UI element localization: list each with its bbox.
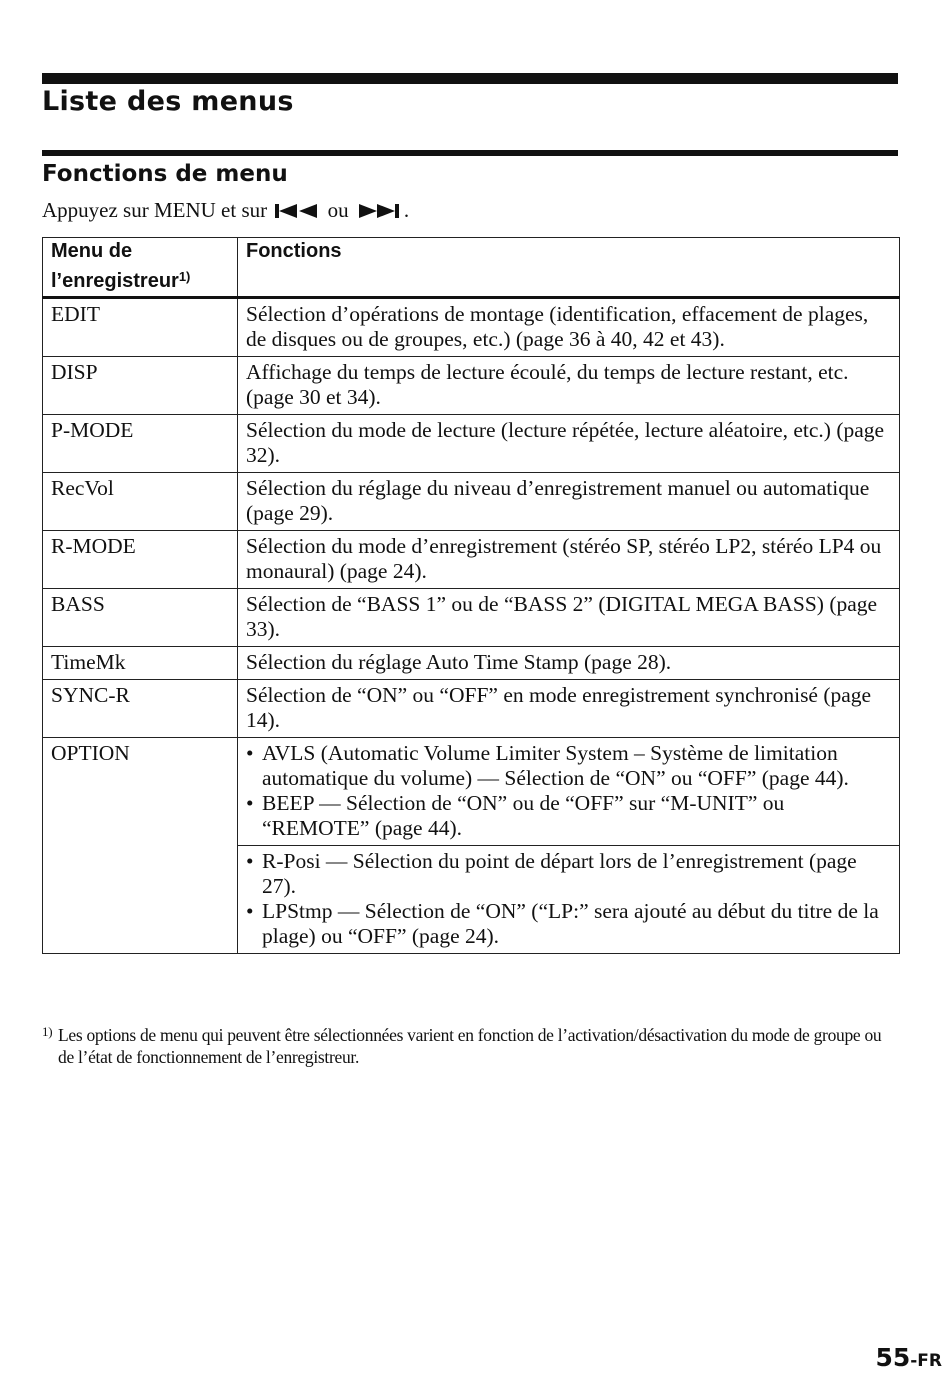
header-menu: [43, 238, 238, 298]
table-row: [43, 531, 900, 589]
table-row: [43, 415, 900, 473]
table-row: [43, 298, 900, 357]
function-cell: Sélection d’opérations de montage (identification, effacement de plages, de disques ou de groupes, etc.) (page 36 à 40, 42 et 43).: [238, 298, 900, 357]
function-cell: Sélection du mode de lecture (lecture répétée, lecture aléatoire, etc.) (page 32).: [238, 415, 900, 473]
header-menu-line1: Menu de: [51, 240, 133, 262]
function-cell: Sélection de “ON” ou “OFF” en mode enregistrement synchronisé (page 14).: [238, 680, 900, 738]
bullet-item: • BEEP — Sélection de “ON” ou de “OFF” sur “M-UNIT” ou “REMOTE” (page 44).: [246, 791, 891, 841]
page-title: Liste des menus: [42, 86, 294, 117]
bullet-item: • AVLS (Automatic Volume Limiter System – Système de limitation automatique du volume) — Sélection de “ON” ou “OFF” (page 44).: [246, 741, 891, 791]
table-header-row: [43, 238, 900, 298]
option-group-2: [238, 846, 900, 954]
table-row: [43, 357, 900, 415]
intro-text: [42, 198, 409, 223]
function-cell: Sélection du réglage Auto Time Stamp (page 28).: [238, 647, 900, 680]
menu-cell: BASS: [43, 589, 238, 647]
bullet-item: • LPStmp — Sélection de “ON” (“LP:” sera ajouté au début du titre de la plage) ou “OFF” (page 24).: [246, 899, 891, 949]
previous-track-icon: [275, 203, 319, 219]
footnote: [42, 1024, 900, 1068]
header-menu-line2: l’enregistreur: [51, 270, 179, 292]
menu-cell: P-MODE: [43, 415, 238, 473]
menu-cell: DISP: [43, 357, 238, 415]
page-number-suffix: -FR: [910, 1351, 942, 1371]
table-row-option: [43, 738, 900, 846]
intro-before: Appuyez sur MENU et sur: [42, 198, 268, 222]
menu-cell: RecVol: [43, 473, 238, 531]
page-number-value: 55: [875, 1343, 911, 1372]
footnote-mark: 1): [42, 1024, 53, 1039]
menu-cell: R-MODE: [43, 531, 238, 589]
footnote-text: Les options de menu qui peuvent être sélectionnées varient en fonction de l’activation/désactivation du mode de groupe ou de l’état de fonctionnement de l’enregistreur.: [58, 1025, 882, 1067]
next-track-icon: [357, 203, 401, 219]
option-group-1: [238, 738, 900, 846]
function-cell: Sélection de “BASS 1” ou de “BASS 2” (DIGITAL MEGA BASS) (page 33).: [238, 589, 900, 647]
table-row: [43, 647, 900, 680]
menu-functions-table: [42, 237, 900, 954]
section-heading: Fonctions de menu: [42, 161, 288, 187]
table-row: [43, 680, 900, 738]
menu-cell-option: OPTION: [43, 738, 238, 954]
function-cell: Affichage du temps de lecture écoulé, du temps de lecture restant, etc. (page 30 et 34).: [238, 357, 900, 415]
menu-cell: SYNC-R: [43, 680, 238, 738]
table-row: [43, 473, 900, 531]
section-rule: [42, 150, 898, 156]
function-cell: Sélection du réglage du niveau d’enregistrement manuel ou automatique (page 29).: [238, 473, 900, 531]
top-rule: [42, 73, 898, 84]
intro-after: .: [403, 198, 410, 222]
header-functions: Fonctions: [238, 238, 900, 298]
bullet-item: • R-Posi — Sélection du point de départ lors de l’enregistrement (page 27).: [246, 849, 891, 899]
page-number: [875, 1343, 942, 1372]
table-row: [43, 589, 900, 647]
menu-cell: EDIT: [43, 298, 238, 357]
intro-middle: ou: [327, 198, 349, 222]
footnote-marker: 1): [178, 269, 191, 284]
function-cell: Sélection du mode d’enregistrement (stéréo SP, stéréo LP2, stéréo LP4 ou monaural) (page 24).: [238, 531, 900, 589]
menu-cell: TimeMk: [43, 647, 238, 680]
